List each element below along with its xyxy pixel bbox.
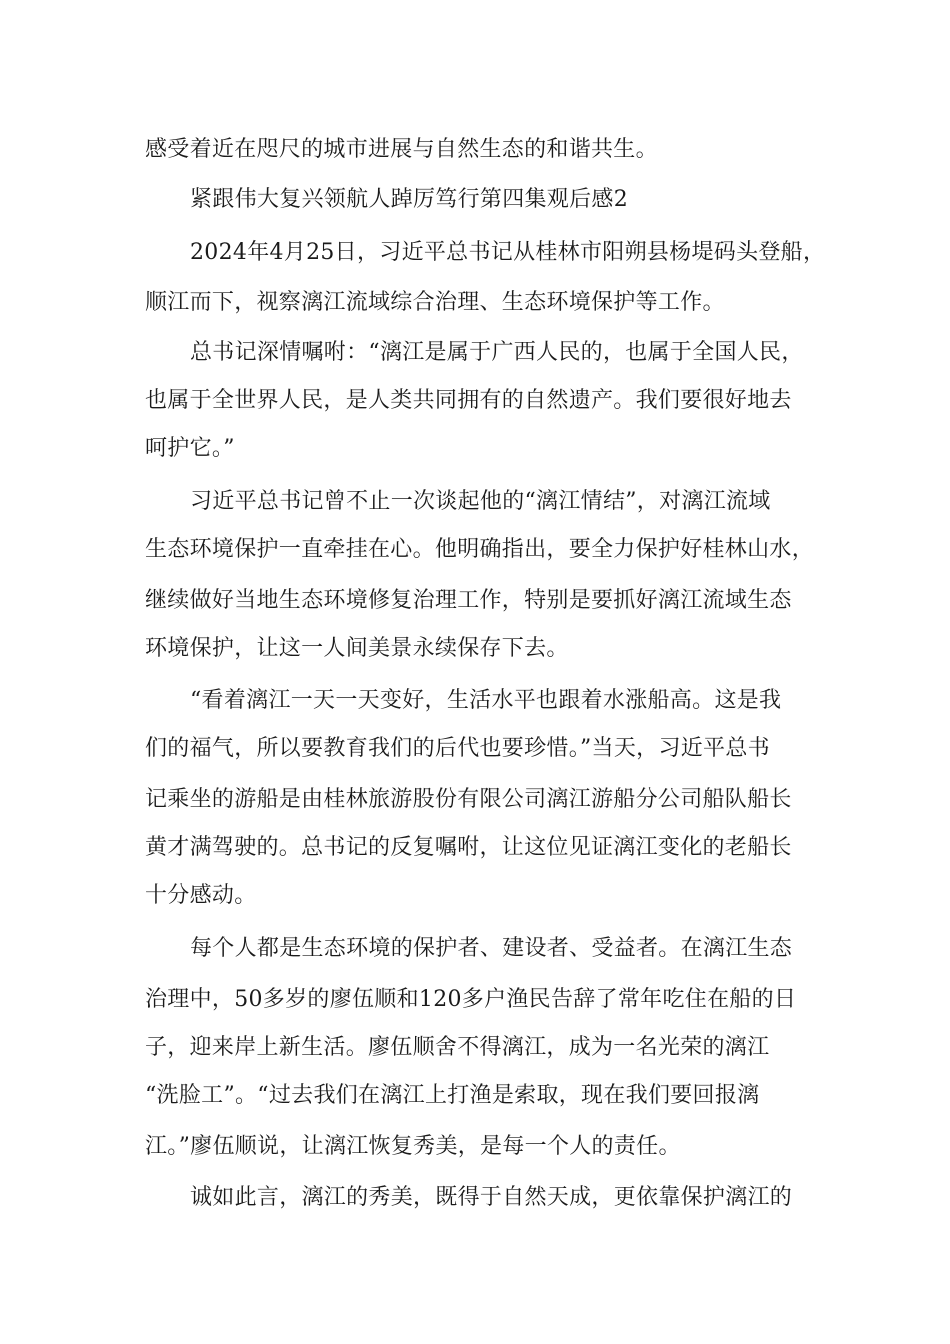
text-line: “洗脸工”。“过去我们在漓江上打渔是索取，现在我们要回报漓 — [145, 1083, 760, 1108]
section-heading: 紧跟伟大复兴领航人踔厉笃行第四集观后感2 — [190, 187, 628, 212]
text-line: “看着漓江一天一天变好，生活水平也跟着水涨船高。这是我 — [190, 688, 782, 713]
text-line: 感受着近在咫尺的城市进展与自然生态的和谐共生。 — [145, 137, 658, 162]
text-line: 2024年4月25日，习近平总书记从桂林市阳朔县杨堤码头登船， — [190, 240, 826, 265]
text-line: 继续做好当地生态环境修复治理工作，特别是要抓好漓江流域生态 — [145, 588, 792, 613]
text-line: 们的福气，所以要教育我们的后代也要珍惜。”当天，习近平总书 — [145, 736, 770, 761]
text-line: 诚如此言，漓江的秀美，既得于自然天成，更依靠保护漓江的 — [190, 1185, 793, 1210]
text-line: 每个人都是生态环境的保护者、建设者、受益者。在漓江生态 — [190, 936, 793, 961]
text-line: 呵护它。” — [145, 436, 235, 461]
text-line: 江。”廖伍顺说，让漓江恢复秀美，是每一个人的责任。 — [145, 1134, 681, 1159]
text-line: 总书记深情嘱咐：“漓江是属于广西人民的，也属于全国人民， — [190, 340, 804, 365]
text-line: 黄才满驾驶的。总书记的反复嘱咐，让这位见证漓江变化的老船长 — [145, 835, 792, 860]
text-line: 记乘坐的游船是由桂林旅游股份有限公司漓江游船分公司船队船长 — [145, 787, 792, 812]
text-line: 也属于全世界人民，是人类共同拥有的自然遗产。我们要很好地去 — [145, 388, 792, 413]
text-line: 环境保护，让这一人间美景永续保存下去。 — [145, 636, 569, 661]
text-line: 顺江而下，视察漓江流域综合治理、生态环境保护等工作。 — [145, 290, 725, 315]
text-line: 生态环境保护一直牵挂在心。他明确指出，要全力保护好桂林山水， — [145, 537, 815, 562]
text-line: 子，迎来岸上新生活。廖伍顺舍不得漓江，成为一名光荣的漓江 — [145, 1035, 770, 1060]
text-line: 十分感动。 — [145, 883, 257, 908]
text-line: 治理中，50多岁的廖伍顺和120多户渔民告辞了常年吃住在船的日 — [145, 987, 797, 1012]
text-line: 习近平总书记曾不止一次谈起他的“漓江情结”，对漓江流域 — [190, 489, 771, 514]
